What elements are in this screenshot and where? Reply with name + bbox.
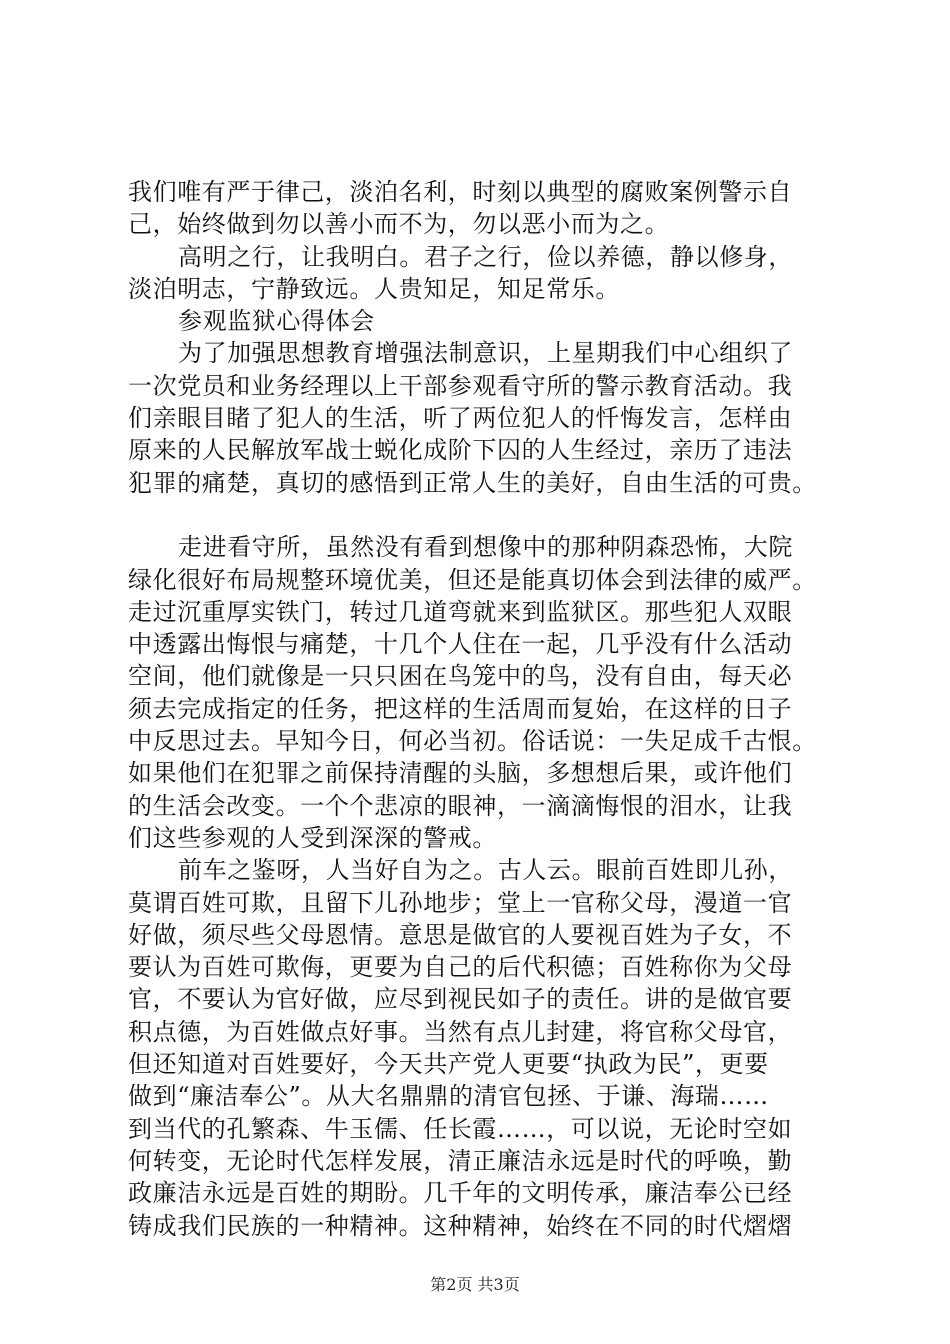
- text-line: 淡泊明志，宁静致远。人贵知足，知足常乐。: [128, 274, 620, 303]
- text-line: 们亲眼目睹了犯人的生活，听了两位犯人的忏悔发言，怎样由: [128, 404, 793, 433]
- text-line: 何转变，无论时代怎样发展，清正廉洁永远是时代的呼唤，勤: [128, 1146, 793, 1175]
- text-line: 中反思过去。早知今日，何必当初。俗话说：一失足成千古恨。: [128, 727, 817, 756]
- text-line: 但还知道对百姓要好，今天共产党人更要“执政为民”，更要: [128, 1050, 769, 1079]
- text-line: 原来的人民解放军战士蜕化成阶下囚的人生经过，亲历了违法: [128, 436, 793, 465]
- text-line: 为了加强思想教育增强法制意识，上星期我们中心组织了: [178, 339, 793, 368]
- page-number: 第2页 共3页: [430, 1275, 520, 1294]
- page-footer: [0, 1275, 950, 1295]
- text-line: 须去完成指定的任务，把这样的生活周而复始，在这样的日子: [128, 694, 793, 723]
- text-line: 绿化很好布局规整环境优美，但还是能真切体会到法律的威严。: [128, 565, 817, 594]
- text-line: 官，不要认为官好做，应尽到视民如子的责任。讲的是做官要: [128, 985, 793, 1014]
- text-line: 铸成我们民族的一种精神。这种精神，始终在不同的时代熠熠: [128, 1211, 793, 1240]
- text-line: 政廉洁永远是百姓的期盼。几千年的文明传承，廉洁奉公已经: [128, 1179, 793, 1208]
- text-line: 一次党员和业务经理以上干部参观看守所的警示教育活动。我: [128, 371, 793, 400]
- text-line: 的生活会改变。一个个悲凉的眼神，一滴滴悔恨的泪水，让我: [128, 791, 793, 820]
- text-line: 到当代的孔繁森、牛玉儒、任长霞……，可以说，无论时空如: [128, 1114, 793, 1143]
- blank-line: [128, 499, 828, 531]
- text-line: 前车之鉴呀，人当好自为之。古人云。眼前百姓即儿孙，: [178, 856, 793, 885]
- text-line: 做到“廉洁奉公”。从大名鼎鼎的清官包拯、于谦、海瑞……: [128, 1082, 769, 1111]
- section-heading: 参观监狱心得体会: [178, 307, 375, 336]
- text-line: 要认为百姓可欺侮，更要为自己的后代积德；百姓称你为父母: [128, 953, 793, 982]
- document-body: [128, 176, 828, 1242]
- text-line: 己，始终做到勿以善小而不为，勿以恶小而为之。: [128, 210, 670, 239]
- text-line: 莫谓百姓可欺，且留下儿孙地步；堂上一官称父母，漫道一官: [128, 888, 793, 917]
- text-line: 我们唯有严于律己，淡泊名利，时刻以典型的腐败案例警示自: [128, 178, 793, 206]
- text-line: 中透露出悔恨与痛楚，十几个人住在一起，几乎没有什么活动: [128, 630, 793, 659]
- text-line: 犯罪的痛楚，真切的感悟到正常人生的美好，自由生活的可贵。: [128, 468, 817, 497]
- text-line: 如果他们在犯罪之前保持清醒的头脑，多想想后果，或许他们: [128, 759, 793, 788]
- text-line: 们这些参观的人受到深深的警戒。: [128, 823, 497, 852]
- text-line: 高明之行，让我明白。君子之行，俭以养德，静以修身，: [178, 242, 793, 271]
- text-line: 好做，须尽些父母恩情。意思是做官的人要视百姓为子女，不: [128, 920, 793, 949]
- text-line: 积点德，为百姓做点好事。当然有点儿封建，将官称父母官，: [128, 1017, 793, 1046]
- text-line: 走进看守所，虽然没有看到想像中的那种阴森恐怖，大院: [178, 533, 793, 562]
- text-line: 走过沉重厚实铁门，转过几道弯就来到监狱区。那些犯人双眼: [128, 597, 793, 626]
- text-line: 空间，他们就像是一只只困在鸟笼中的鸟，没有自由，每天必: [128, 662, 793, 691]
